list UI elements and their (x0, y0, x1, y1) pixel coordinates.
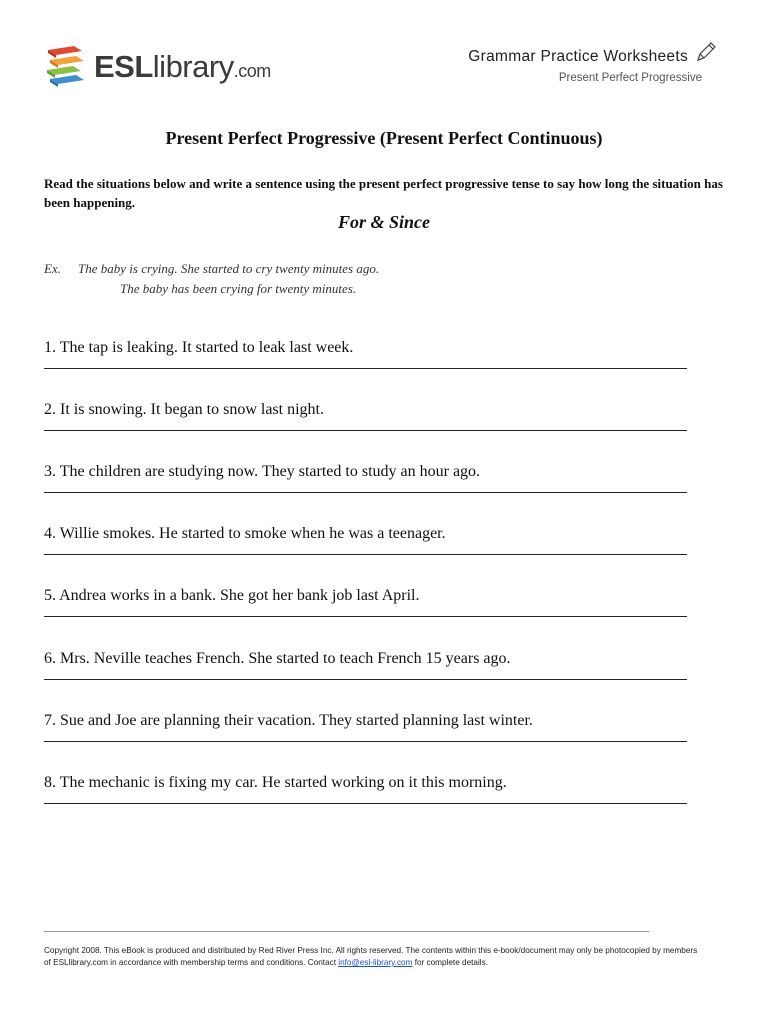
example-situation: The baby is crying. She started to cry twenty minutes ago. (78, 261, 380, 276)
answer-line[interactable] (44, 492, 687, 493)
question-item (44, 462, 694, 502)
example-line-1 (44, 259, 379, 279)
footer-text: Copyright 2008. This eBook is produced and distributed by Red River Press Inc. All rights reserved. The contents within this e-book/document may only be photocopied by members of ESLlibrary.com in accordance with membership terms and conditions. Contact (44, 946, 698, 967)
logo-com: .com (233, 61, 271, 81)
question-text: 6. Mrs. Neville teaches French. She started to teach French 15 years ago. (44, 650, 511, 667)
logo-library: library (152, 49, 234, 84)
question-item (44, 773, 694, 813)
footer-divider (44, 931, 649, 932)
example-answer: The baby has been crying for twenty minutes. (120, 281, 357, 296)
example-block (44, 259, 379, 299)
answer-line[interactable] (44, 430, 687, 431)
worksheet-subtitle: For & Since (337, 212, 430, 232)
logo-wordmark (94, 48, 271, 90)
books-stack-icon (44, 44, 88, 88)
answer-line[interactable] (44, 554, 687, 555)
question-text: 7. Sue and Joe are planning their vacation. They started planning last winter. (44, 712, 533, 729)
answer-line[interactable] (44, 616, 687, 617)
answer-line[interactable] (44, 741, 687, 742)
answer-line[interactable] (44, 803, 687, 804)
contact-email-link[interactable]: info@esl-library.com (338, 958, 413, 967)
question-text: 4. Willie smokes. He started to smoke when he was a teenager. (44, 525, 446, 542)
instructions: Read the situations below and write a sentence using the present perfect progressive tense to say how long the situation has been happening. (44, 176, 723, 210)
question-item (44, 711, 694, 751)
question-item (44, 400, 694, 440)
worksheet-title: Present Perfect Progressive (Present Perfect Continuous) (165, 128, 603, 148)
question-text: 8. The mechanic is fixing my car. He started working on it this morning. (44, 774, 507, 791)
question-item (44, 524, 694, 564)
question-text: 5. Andrea works in a bank. She got her bank job last April. (44, 587, 420, 604)
footer-copyright (44, 945, 704, 969)
answer-line[interactable] (44, 679, 687, 680)
question-text: 1. The tap is leaking. It started to leak last week. (44, 339, 354, 356)
esl-library-logo (44, 44, 284, 90)
question-item (44, 338, 694, 378)
question-item (44, 586, 694, 626)
series-subtitle: Present Perfect Progressive (558, 72, 702, 84)
question-text: 3. The children are studying now. They started to study an hour ago. (44, 463, 481, 480)
answer-line[interactable] (44, 368, 687, 369)
series-title: Grammar Practice Worksheets (468, 48, 688, 65)
question-item (44, 649, 694, 689)
example-label: Ex. (44, 261, 61, 276)
question-text: 2. It is snowing. It began to snow last night. (44, 401, 324, 418)
pencil-icon (694, 40, 718, 64)
footer-text-end: for complete details. (412, 958, 488, 967)
logo-esl: ESL (94, 49, 153, 84)
